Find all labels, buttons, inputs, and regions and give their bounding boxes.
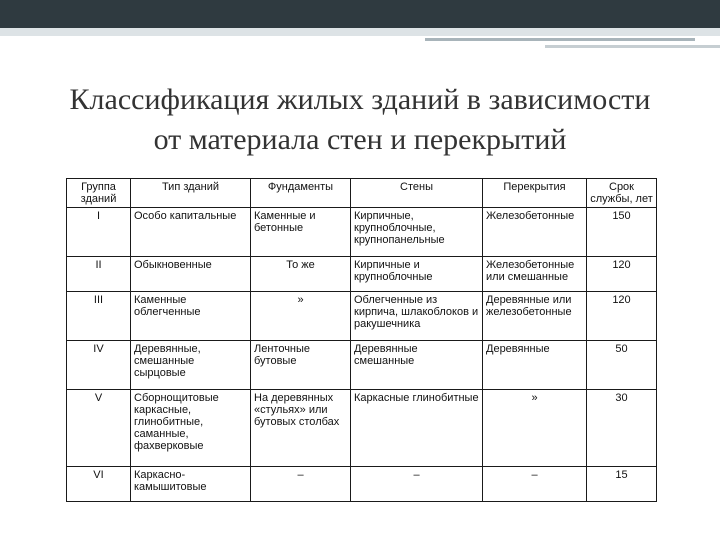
slide-accent-line-secondary (545, 45, 720, 48)
header-service-life: Срок службы, лет (587, 179, 657, 208)
slide-title (40, 80, 680, 160)
header-walls: Стены (351, 179, 483, 208)
cell-group: VI (67, 467, 131, 502)
cell-service-life: 120 (587, 291, 657, 340)
cell-group: V (67, 389, 131, 467)
slide-title-line-1: Классификация жилых зданий в зависимости (69, 83, 651, 116)
cell-floors: Железобетонные или смешанные (483, 257, 587, 292)
cell-foundation: Ленточные бутовые (251, 340, 351, 389)
table-row (67, 291, 657, 340)
cell-type: Каменные облегченные (131, 291, 251, 340)
cell-service-life: 30 (587, 389, 657, 467)
classification-table (66, 178, 657, 502)
slide-top-bar (0, 0, 720, 28)
table-row (67, 208, 657, 257)
cell-type: Особо капитальные (131, 208, 251, 257)
cell-group: III (67, 291, 131, 340)
cell-group: IV (67, 340, 131, 389)
slide-title-line-2: от материала стен и перекрытий (153, 123, 567, 156)
cell-walls: Кирпичные и крупноблочные (351, 257, 483, 292)
cell-type: Сборнощитовые каркасные, глинобитные, саманные, фахверковые (131, 389, 251, 467)
cell-walls: Облегченные из кирпича, шлакоблоков и ракушечника (351, 291, 483, 340)
cell-service-life: 50 (587, 340, 657, 389)
cell-floors: Деревянные (483, 340, 587, 389)
cell-floors: Деревянные или железобетонные (483, 291, 587, 340)
cell-foundation: » (251, 291, 351, 340)
cell-foundation: На деревянных «стульях» или бутовых столбах (251, 389, 351, 467)
slide-accent-line (425, 38, 695, 41)
cell-service-life: 150 (587, 208, 657, 257)
header-group: Группа зданий (67, 179, 131, 208)
slide-top-band (0, 28, 720, 36)
cell-group: I (67, 208, 131, 257)
cell-walls: Деревянные смешанные (351, 340, 483, 389)
cell-foundation: То же (251, 257, 351, 292)
cell-floors: – (483, 467, 587, 502)
table-row (67, 467, 657, 502)
cell-floors: Железобетонные (483, 208, 587, 257)
cell-walls: – (351, 467, 483, 502)
cell-type: Обыкновенные (131, 257, 251, 292)
cell-type: Деревянные, смешанные сырцовые (131, 340, 251, 389)
table-row (67, 340, 657, 389)
cell-service-life: 120 (587, 257, 657, 292)
header-type: Тип зданий (131, 179, 251, 208)
header-floors: Перекрытия (483, 179, 587, 208)
table-row (67, 257, 657, 292)
cell-service-life: 15 (587, 467, 657, 502)
cell-walls: Каркасные глинобитные (351, 389, 483, 467)
cell-foundation: – (251, 467, 351, 502)
table-header-row (67, 179, 657, 208)
cell-type: Каркасно-камышитовые (131, 467, 251, 502)
cell-floors: » (483, 389, 587, 467)
header-foundation: Фундаменты (251, 179, 351, 208)
classification-table-container (66, 178, 656, 502)
cell-group: II (67, 257, 131, 292)
cell-foundation: Каменные и бетонные (251, 208, 351, 257)
table-row (67, 389, 657, 467)
cell-walls: Кирпичные, крупноблочные, крупнопанельные (351, 208, 483, 257)
